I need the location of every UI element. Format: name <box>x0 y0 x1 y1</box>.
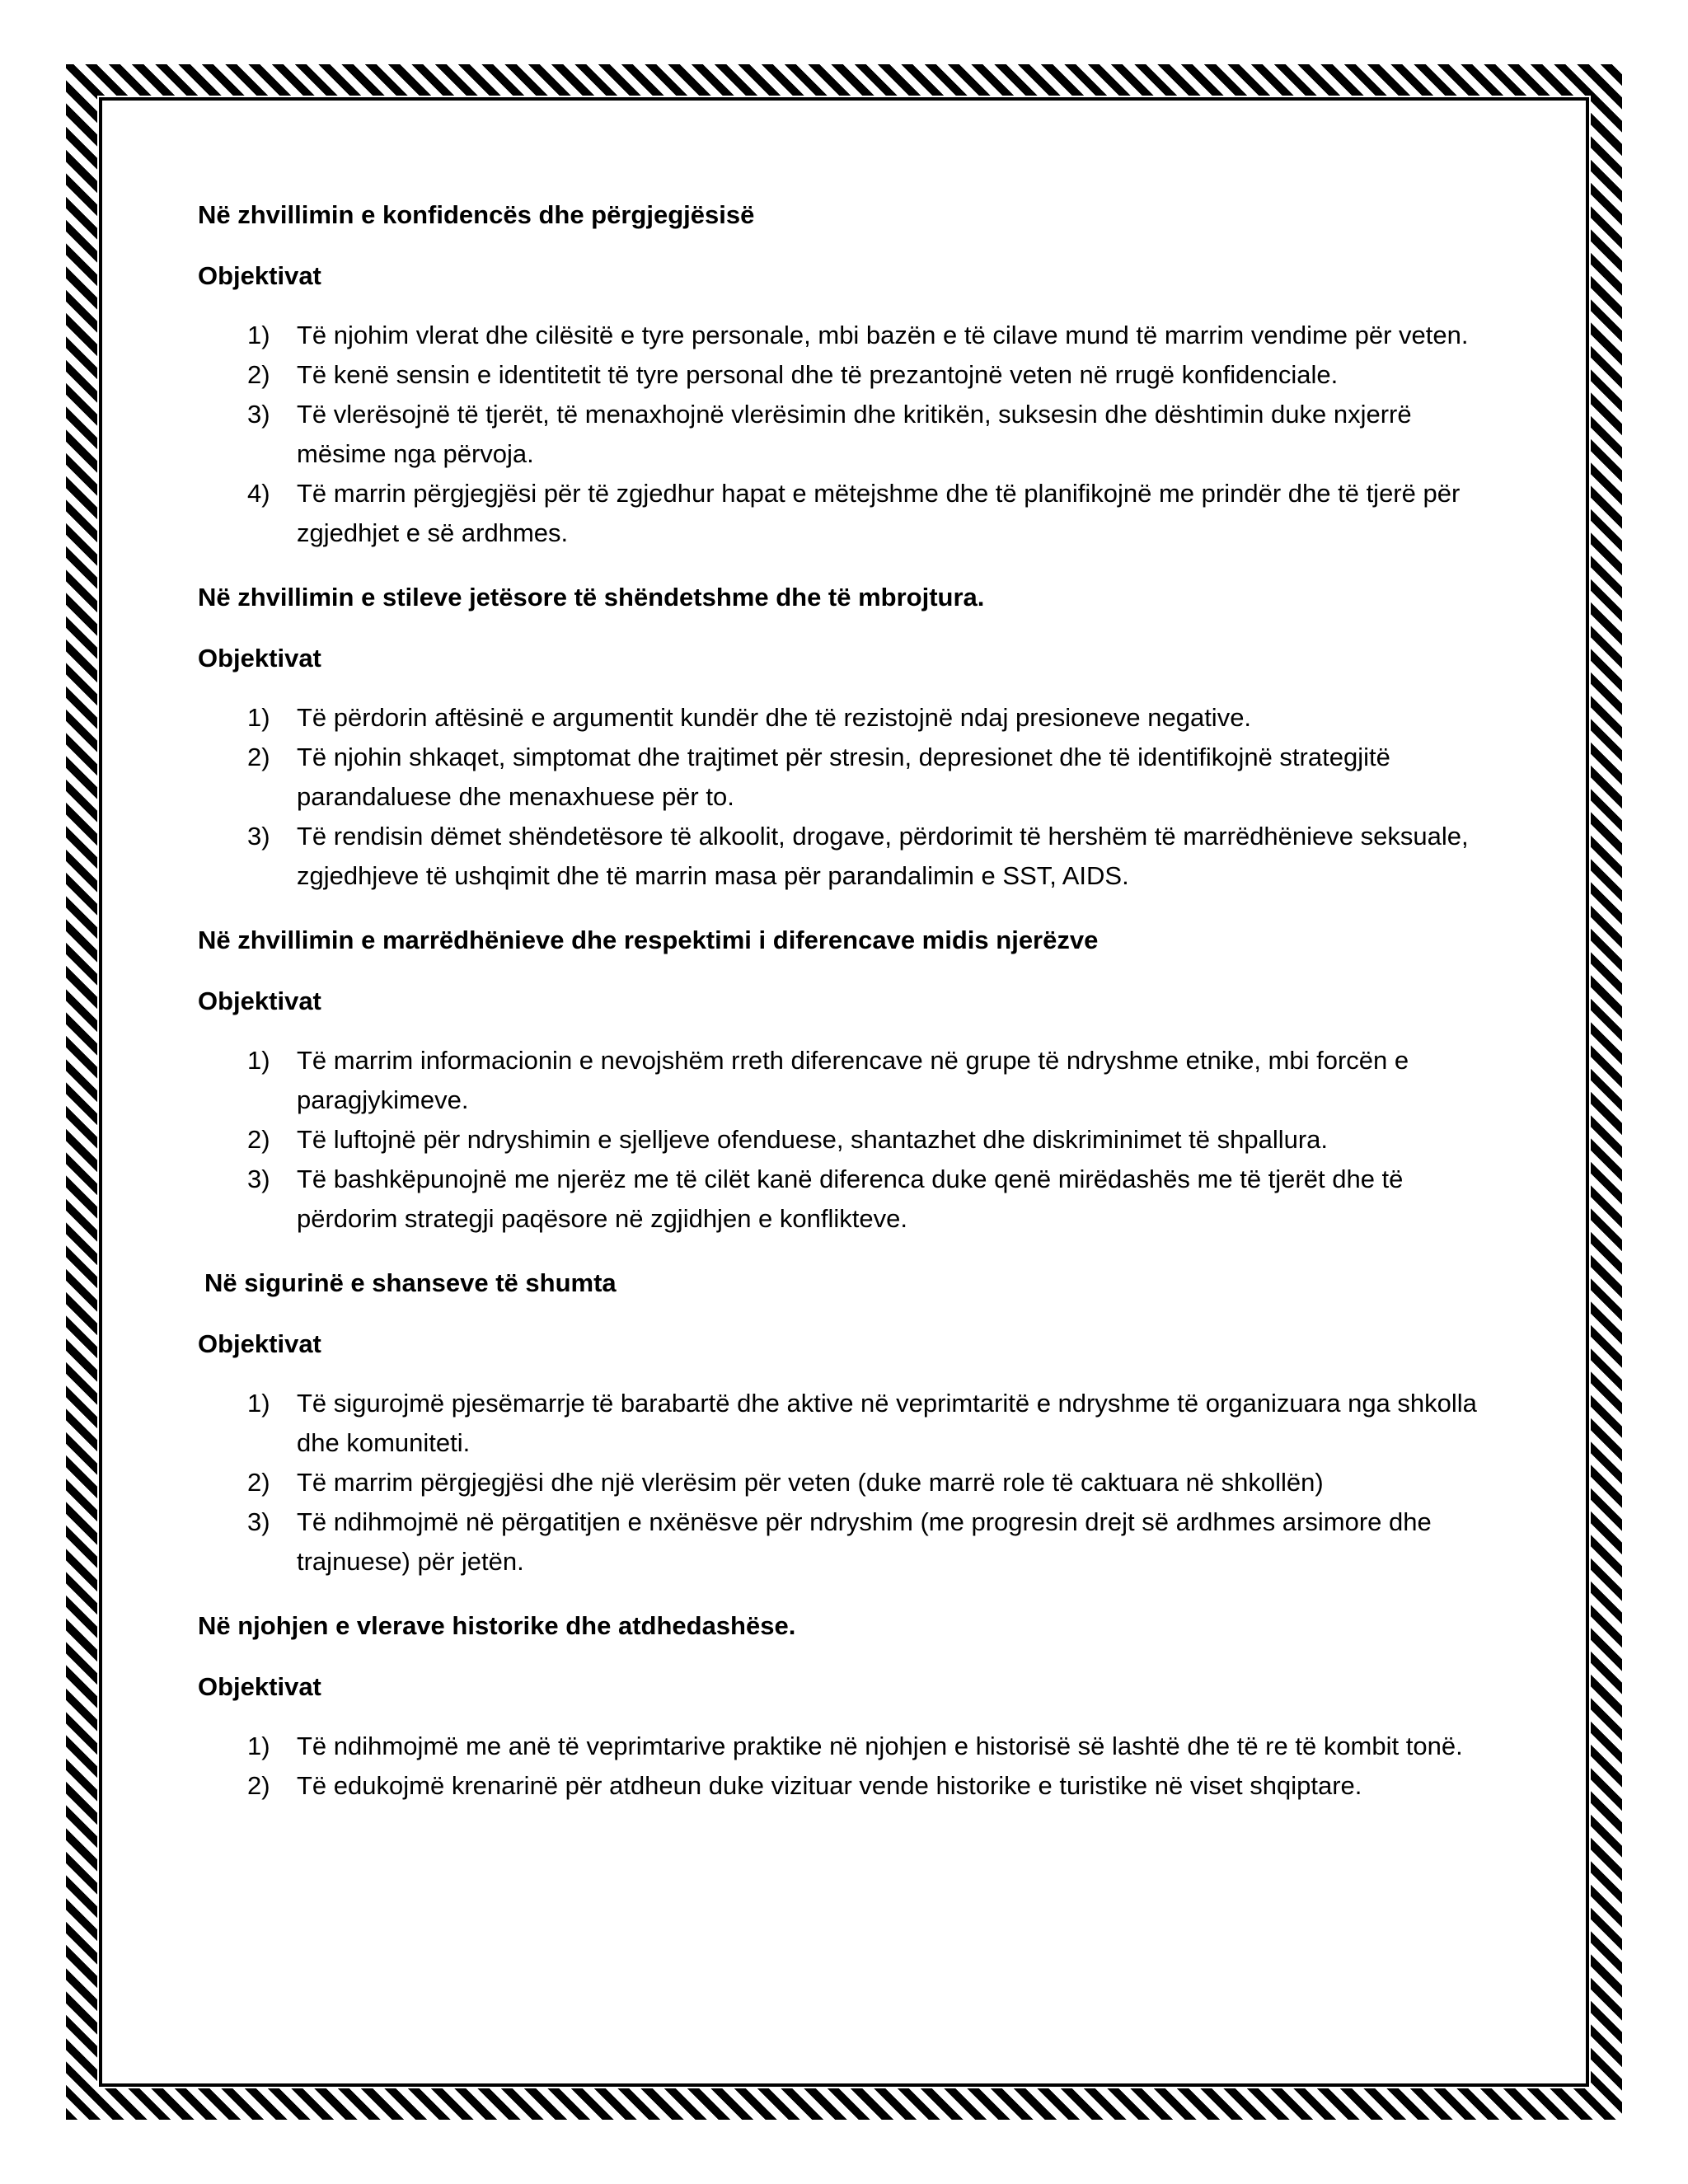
section-confidence <box>198 195 1500 553</box>
item-number: 2) <box>247 360 270 389</box>
item-text: Të ndihmojmë me anë të veprimtarive praktike në njohjen e historisë së lashtë dhe të re të kombit tonë. <box>297 1732 1463 1760</box>
item-number: 3) <box>247 1507 270 1536</box>
list-item <box>198 1727 1500 1766</box>
section-equal-opportunities <box>198 1263 1500 1582</box>
list-item <box>198 1120 1500 1160</box>
objectives-label: Objektivat <box>198 644 321 673</box>
item-number: 1) <box>247 703 270 732</box>
objectives-label: Objektivat <box>198 987 321 1015</box>
list-item <box>198 355 1500 395</box>
list-item <box>198 698 1500 738</box>
section-heading: Në njohjen e vlerave historike dhe atdhedashëse. <box>198 1611 796 1640</box>
section-healthy-lifestyles <box>198 578 1500 896</box>
item-number: 3) <box>247 1165 270 1193</box>
objectives-label: Objektivat <box>198 1672 321 1701</box>
item-number: 2) <box>247 1468 270 1497</box>
item-number: 2) <box>247 1125 270 1154</box>
objectives-list <box>198 316 1500 553</box>
item-text: Të përdorin aftësinë e argumentit kundër dhe të rezistojnë ndaj presioneve negative. <box>297 703 1252 732</box>
item-number: 1) <box>247 1732 270 1760</box>
item-number: 1) <box>247 1046 270 1075</box>
section-historic-values <box>198 1606 1500 1806</box>
section-heading: Në zhvillimin e marrëdhënieve dhe respektimi i diferencave midis njerëzve <box>198 926 1099 954</box>
item-text: Të edukojmë krenarinë për atdheun duke vizituar vende historike e turistike në viset shqiptare. <box>297 1771 1362 1800</box>
item-text: Të luftojnë për ndryshimin e sjelljeve ofenduese, shantazhet dhe diskriminimet të shpallura. <box>297 1125 1329 1154</box>
item-number: 3) <box>247 822 270 851</box>
objectives-list <box>198 1384 1500 1582</box>
list-item <box>198 474 1500 553</box>
section-relationships <box>198 921 1500 1239</box>
item-number: 2) <box>247 743 270 771</box>
list-item <box>198 738 1500 817</box>
objectives-list <box>198 1727 1500 1806</box>
item-number: 3) <box>247 400 270 429</box>
section-heading: Në zhvillimin e konfidencës dhe përgjegjësisë <box>198 200 755 229</box>
list-item <box>198 1766 1500 1806</box>
item-text: Të kenë sensin e identitetit të tyre personal dhe të prezantojnë veten në rrugë konfidenciale. <box>297 360 1339 389</box>
document-content <box>198 195 1500 1830</box>
item-text: Të njohin shkaqet, simptomat dhe trajtimet për stresin, depresionet dhe të identifikojnë strategjitë parandaluese dhe menaxhuese për to. <box>297 743 1390 811</box>
list-item <box>198 1041 1500 1120</box>
section-heading: Në sigurinë e shanseve të shumta <box>204 1268 617 1297</box>
item-text: Të njohim vlerat dhe cilësitë e tyre personale, mbi bazën e të cilave mund të marrim vendime për veten. <box>297 321 1469 349</box>
list-item <box>198 395 1500 474</box>
objectives-list <box>198 1041 1500 1239</box>
list-item <box>198 316 1500 355</box>
item-text: Të ndihmojmë në përgatitjen e nxënësve për ndryshim (me progresin drejt së ardhmes arsimore dhe trajnuese) për jetën. <box>297 1507 1432 1576</box>
item-text: Të marrin përgjegjësi për të zgjedhur hapat e mëtejshme dhe të planifikojnë me prindër dhe të tjerë për zgjedhjet e së ardhmes. <box>297 479 1461 547</box>
list-item <box>198 1384 1500 1463</box>
objectives-list <box>198 698 1500 896</box>
item-text: Të rendisin dëmet shëndetësore të alkoolit, drogave, përdorimit të hershëm të marrëdhënieve seksuale, zgjedhjeve të ushqimit dhe të marrin masa për parandalimin e SST, AIDS. <box>297 822 1469 890</box>
list-item <box>198 1160 1500 1239</box>
item-text: Të vlerësojnë të tjerët, të menaxhojnë vlerësimin dhe kritikën, suksesin dhe dështimin duke nxjerrë mësime nga përvoja. <box>297 400 1412 468</box>
item-text: Të sigurojmë pjesëmarrje të barabartë dhe aktive në veprimtaritë e ndryshme të organizuara nga shkolla dhe komuniteti. <box>297 1389 1477 1457</box>
item-number: 1) <box>247 321 270 349</box>
objectives-label: Objektivat <box>198 1329 321 1358</box>
list-item <box>198 1463 1500 1502</box>
item-text: Të marrim përgjegjësi dhe një vlerësim për veten (duke marrë role të caktuara në shkollën) <box>297 1468 1324 1497</box>
item-text: Të marrim informacionin e nevojshëm rreth diferencave në grupe të ndryshme etnike, mbi forcën e paragjykimeve. <box>297 1046 1409 1114</box>
objectives-label: Objektivat <box>198 261 321 290</box>
list-item <box>198 817 1500 896</box>
item-number: 1) <box>247 1389 270 1418</box>
item-number: 4) <box>247 479 270 508</box>
section-heading: Në zhvillimin e stileve jetësore të shëndetshme dhe të mbrojtura. <box>198 583 985 612</box>
item-text: Të bashkëpunojnë me njerëz me të cilët kanë diferenca duke qenë mirëdashës me të tjerët dhe të përdorim strategji paqësore në zgjidhjen e konflikteve. <box>297 1165 1404 1233</box>
item-number: 2) <box>247 1771 270 1800</box>
list-item <box>198 1502 1500 1582</box>
